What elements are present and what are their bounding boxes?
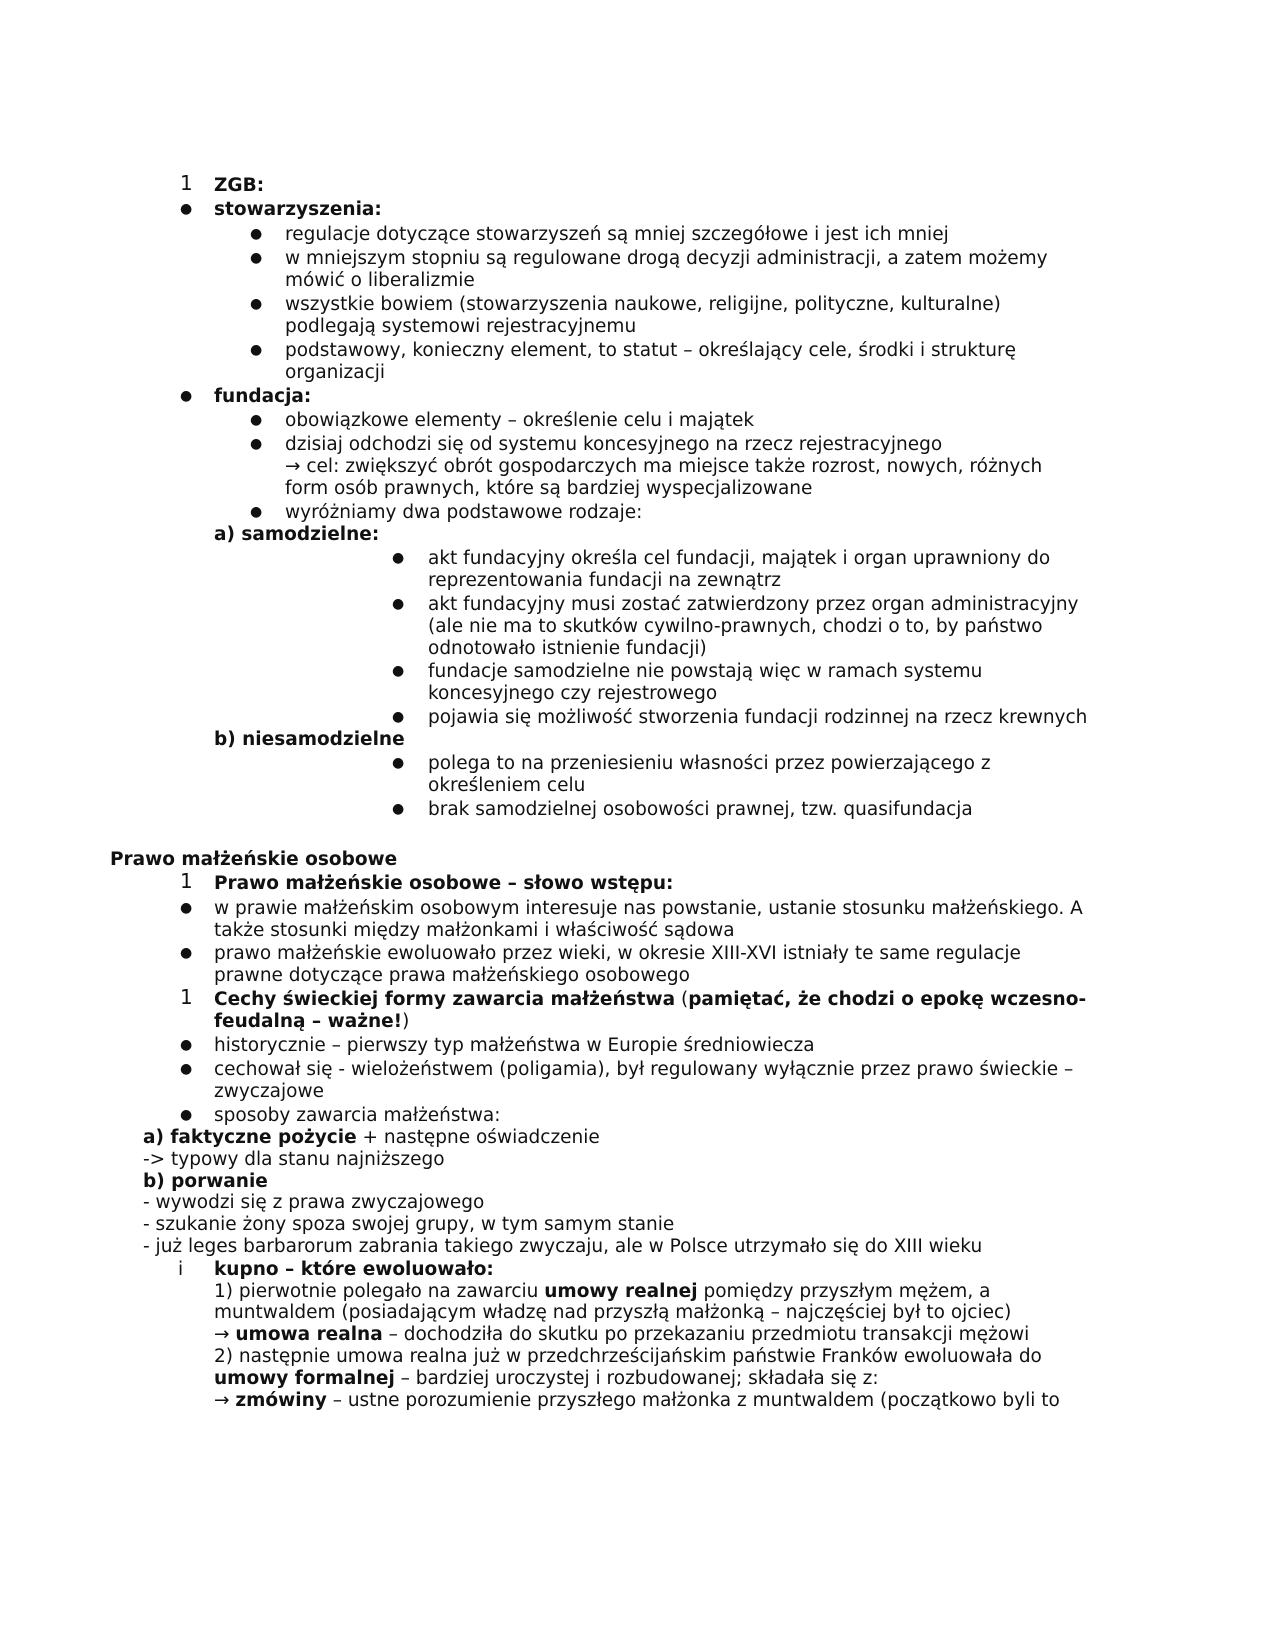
section-heading: Prawo małżeńskie osobowe (110, 849, 398, 870)
paragraph-line: → umowa realna – dochodziła do skutku po przekazaniu przedmiotu transakcji mężowi (214, 1324, 1030, 1345)
bullet-icon: ● (250, 436, 263, 452)
list-item: brak samodzielnej osobowości prawnej, tzw. quasifundacja (428, 799, 973, 820)
list-item: w prawie małżeńskim osobowym interesuje nas powstanie, ustanie stosunku małżeńskiego. A (214, 898, 1083, 919)
list-item-continuation: → cel: zwiększyć obrót gospodarczych ma miejsce także rozrost, nowych, różnych (285, 456, 1043, 477)
list-item: akt fundacyjny określa cel fundacji, majątek i organ uprawniony do (428, 548, 1051, 569)
list-item: pojawia się możliwość stworzenia fundacji rodzinnej na rzecz krewnych (428, 707, 1088, 728)
bullet-icon: ● (250, 226, 263, 242)
list-item-continuation: organizacji (285, 362, 386, 383)
subsection-title-fundacja: fundacja: (214, 386, 312, 407)
bullet-icon: ● (180, 1061, 193, 1077)
list-item-continuation: (ale nie ma to skutków cywilno-prawnych, chodzi o to, by państwo (428, 616, 1043, 637)
bullet-icon: ● (392, 755, 405, 771)
list-item: cechował się - wielożeństwem (poligamia), był regulowany wyłącznie przez prawo świeckie – (214, 1059, 1074, 1080)
list-item: podstawowy, konieczny element, to statut – określający cele, środki i strukturę (285, 340, 1016, 361)
list-number: 1 (180, 869, 193, 893)
bullet-icon: ● (392, 663, 405, 679)
bullet-icon: ● (392, 709, 405, 725)
list-item-continuation: form osób prawnych, które są bardziej wyspecjalizowane (285, 478, 813, 499)
bullet-icon: ● (392, 550, 405, 566)
list-item-continuation: reprezentowania fundacji na zewnątrz (428, 570, 782, 591)
list-item: w mniejszym stopniu są regulowane drogą decyzji administracji, a zatem możemy (285, 248, 1048, 269)
category-title-porwanie: b) porwanie (143, 1171, 268, 1192)
list-item: wyróżniamy dwa podstawowe rodzaje: (285, 502, 643, 523)
list-item-continuation: określeniem celu (428, 775, 586, 796)
list-item: wszystkie bowiem (stowarzyszenia naukowe, religijne, polityczne, kulturalne) (285, 294, 1001, 315)
paragraph-line: - wywodzi się z prawa zwyczajowego (143, 1192, 485, 1213)
category-title-niesamodzielne: b) niesamodzielne (214, 729, 405, 750)
list-item: historycznie – pierwszy typ małżeństwa w Europie średniowiecza (214, 1035, 815, 1056)
bullet-icon: ● (180, 900, 193, 916)
bullet-icon: ● (250, 296, 263, 312)
subsection-title-cechy-continuation: feudalną – ważne!) (214, 1011, 410, 1032)
bullet-icon: ● (180, 201, 193, 217)
list-item: akt fundacyjny musi zostać zatwierdzony przez organ administracyjny (428, 594, 1079, 615)
subsection-title-intro: Prawo małżeńskie osobowe – słowo wstępu: (214, 873, 674, 894)
bullet-icon: ● (250, 504, 263, 520)
list-item-continuation: zwyczajowe (214, 1081, 324, 1102)
list-item: fundacje samodzielne nie powstają więc w ramach systemu (428, 661, 983, 682)
section-title-zgb: ZGB: (214, 175, 265, 196)
list-item: dzisiaj odchodzi się od systemu koncesyjnego na rzecz rejestracyjnego (285, 434, 943, 455)
paragraph-line: -> typowy dla stanu najniższego (143, 1149, 445, 1170)
list-number: 1 (180, 171, 193, 195)
bullet-icon: ● (250, 412, 263, 428)
paragraph-line: umowy formalnej – bardziej uroczystej i rozbudowanej; składała się z: (214, 1368, 879, 1389)
paragraph-line: 2) następnie umowa realna już w przedchrześcijańskim państwie Franków ewoluowała do (214, 1346, 1042, 1367)
paragraph-line: 1) pierwotnie polegało na zawarciu umowy realnej pomiędzy przyszłym mężem, a (214, 1281, 991, 1302)
list-item: sposoby zawarcia małżeństwa: (214, 1105, 501, 1126)
list-item: regulacje dotyczące stowarzyszeń są mniej szczegółowe i jest ich mniej (285, 224, 949, 245)
bullet-icon: ● (180, 388, 193, 404)
bullet-icon: ● (180, 1107, 193, 1123)
paragraph-line: → zmówiny – ustne porozumienie przyszłego małżonka z muntwaldem (początkowo byli to (214, 1390, 1060, 1411)
category-title-samodzielne: a) samodzielne: (214, 524, 380, 545)
list-item-continuation: prawne dotyczące prawa małżeńskiego osobowego (214, 965, 690, 986)
subsection-title-stowarzyszenia: stowarzyszenia: (214, 199, 382, 220)
paragraph-line: - szukanie żony spoza swojej grupy, w tym samym stanie (143, 1214, 675, 1235)
bullet-icon: ● (392, 596, 405, 612)
list-item: prawo małżeńskie ewoluowało przez wieki, w okresie XIII-XVI istniały te same regulacje (214, 943, 1021, 964)
list-marker: i (178, 1259, 184, 1280)
list-item-continuation: mówić o liberalizmie (285, 270, 475, 291)
bullet-icon: ● (392, 801, 405, 817)
list-number: 1 (180, 985, 193, 1009)
list-item-continuation: także stosunki między małżonkami i właściwość sądowa (214, 920, 735, 941)
bullet-icon: ● (250, 342, 263, 358)
paragraph-line: muntwaldem (posiadającym władzę nad przyszłą małżonką – najczęściej był to ojciec) (214, 1302, 1012, 1323)
list-item-continuation: podlegają systemowi rejestracyjnemu (285, 316, 637, 337)
bullet-icon: ● (180, 945, 193, 961)
list-item-continuation: odnotowało istnienie fundacji) (428, 638, 707, 659)
paragraph-line: - już leges barbarorum zabrania takiego zwyczaju, ale w Polsce utrzymało się do XIII wieku (143, 1236, 983, 1257)
bullet-icon: ● (250, 250, 263, 266)
list-item: obowiązkowe elementy – określenie celu i majątek (285, 410, 755, 431)
subsection-title-kupno: kupno – które ewoluowało: (214, 1259, 494, 1280)
bullet-icon: ● (180, 1037, 193, 1053)
category-title-faktyczne: a) faktyczne pożycie + następne oświadczenie (143, 1127, 600, 1148)
list-item-continuation: koncesyjnego czy rejestrowego (428, 683, 718, 704)
subsection-title-cechy: Cechy świeckiej formy zawarcia małżeństwa (pamiętać, że chodzi o epokę wczesno- (214, 989, 1087, 1010)
list-item: polega to na przeniesieniu własności przez powierzającego z (428, 753, 991, 774)
